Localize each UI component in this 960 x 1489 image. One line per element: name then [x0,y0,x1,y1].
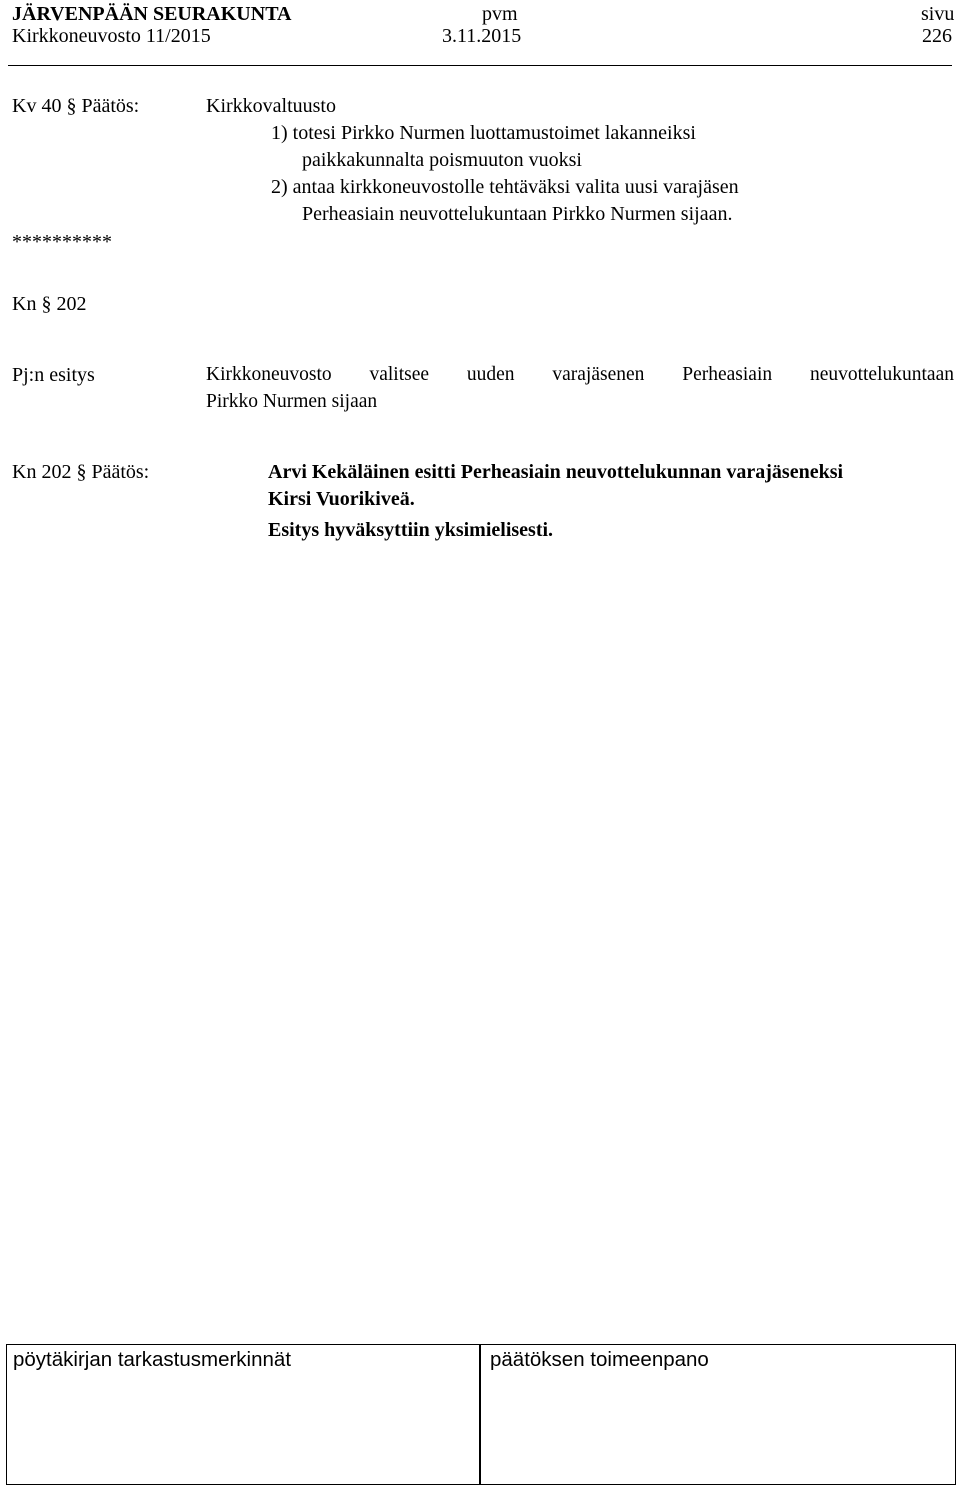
paragraph-sign: § [66,95,77,117]
paragraph-sign: § [76,461,87,483]
decision-heading [12,461,149,483]
kn-label: Kn [12,293,37,315]
separator-stars: ********** [12,231,112,253]
council-heading: Kirkkovaltuusto [206,95,336,117]
decision-text-line-3: Esitys hyväksyttiin yksimielisesti. [268,519,554,541]
organization-name: JÄRVENPÄÄN SEURAKUNTA [12,3,292,25]
proposal-label: Pj:n esitys [12,364,95,386]
section-kn-heading [12,293,86,315]
kv-number: Kv 40 [12,95,62,117]
decision-item-1-cont: paikkakunnalta poismuuton vuoksi [302,149,582,171]
decision-item-2-cont: Perheasiain neuvottelukuntaan Pirkko Nurmen sijaan. [302,203,733,225]
decision-kn-number: Kn 202 [12,461,72,483]
decision-label: Päätös: [91,461,150,483]
proposal-text-line-2: Pirkko Nurmen sijaan [206,391,378,412]
decision-text-line-2: Kirsi Vuorikiveä. [268,488,415,510]
decision-text-line-1: Arvi Kekäläinen esitti Perheasiain neuvottelukunnan varajäseneksi [268,461,844,483]
paragraph-sign: § [41,293,52,315]
proposal-text-line-1: Kirkkoneuvosto valitsee uuden varajäsenen Perheasiain neuvottelukuntaan [206,364,954,385]
page-number: 226 [922,25,952,47]
decision-item-1: 1) totesi Pirkko Nurmen luottamustoimet lakanneiksi [271,122,696,144]
section-kv-heading [12,95,139,117]
header-divider [8,65,952,66]
meeting-name: Kirkkoneuvosto 11/2015 [12,25,211,47]
meeting-date: 3.11.2015 [442,25,522,47]
date-column-label: pvm [482,3,518,25]
decision-label: Päätös: [81,95,140,117]
page-column-label: sivu [921,3,955,25]
review-notes-label: pöytäkirjan tarkastusmerkinnät [13,1348,292,1371]
kn-number: 202 [56,293,87,315]
implementation-label: päätöksen toimeenpano [490,1348,709,1371]
decision-item-2: 2) antaa kirkkoneuvostolle tehtäväksi valita uusi varajäsen [271,176,739,198]
